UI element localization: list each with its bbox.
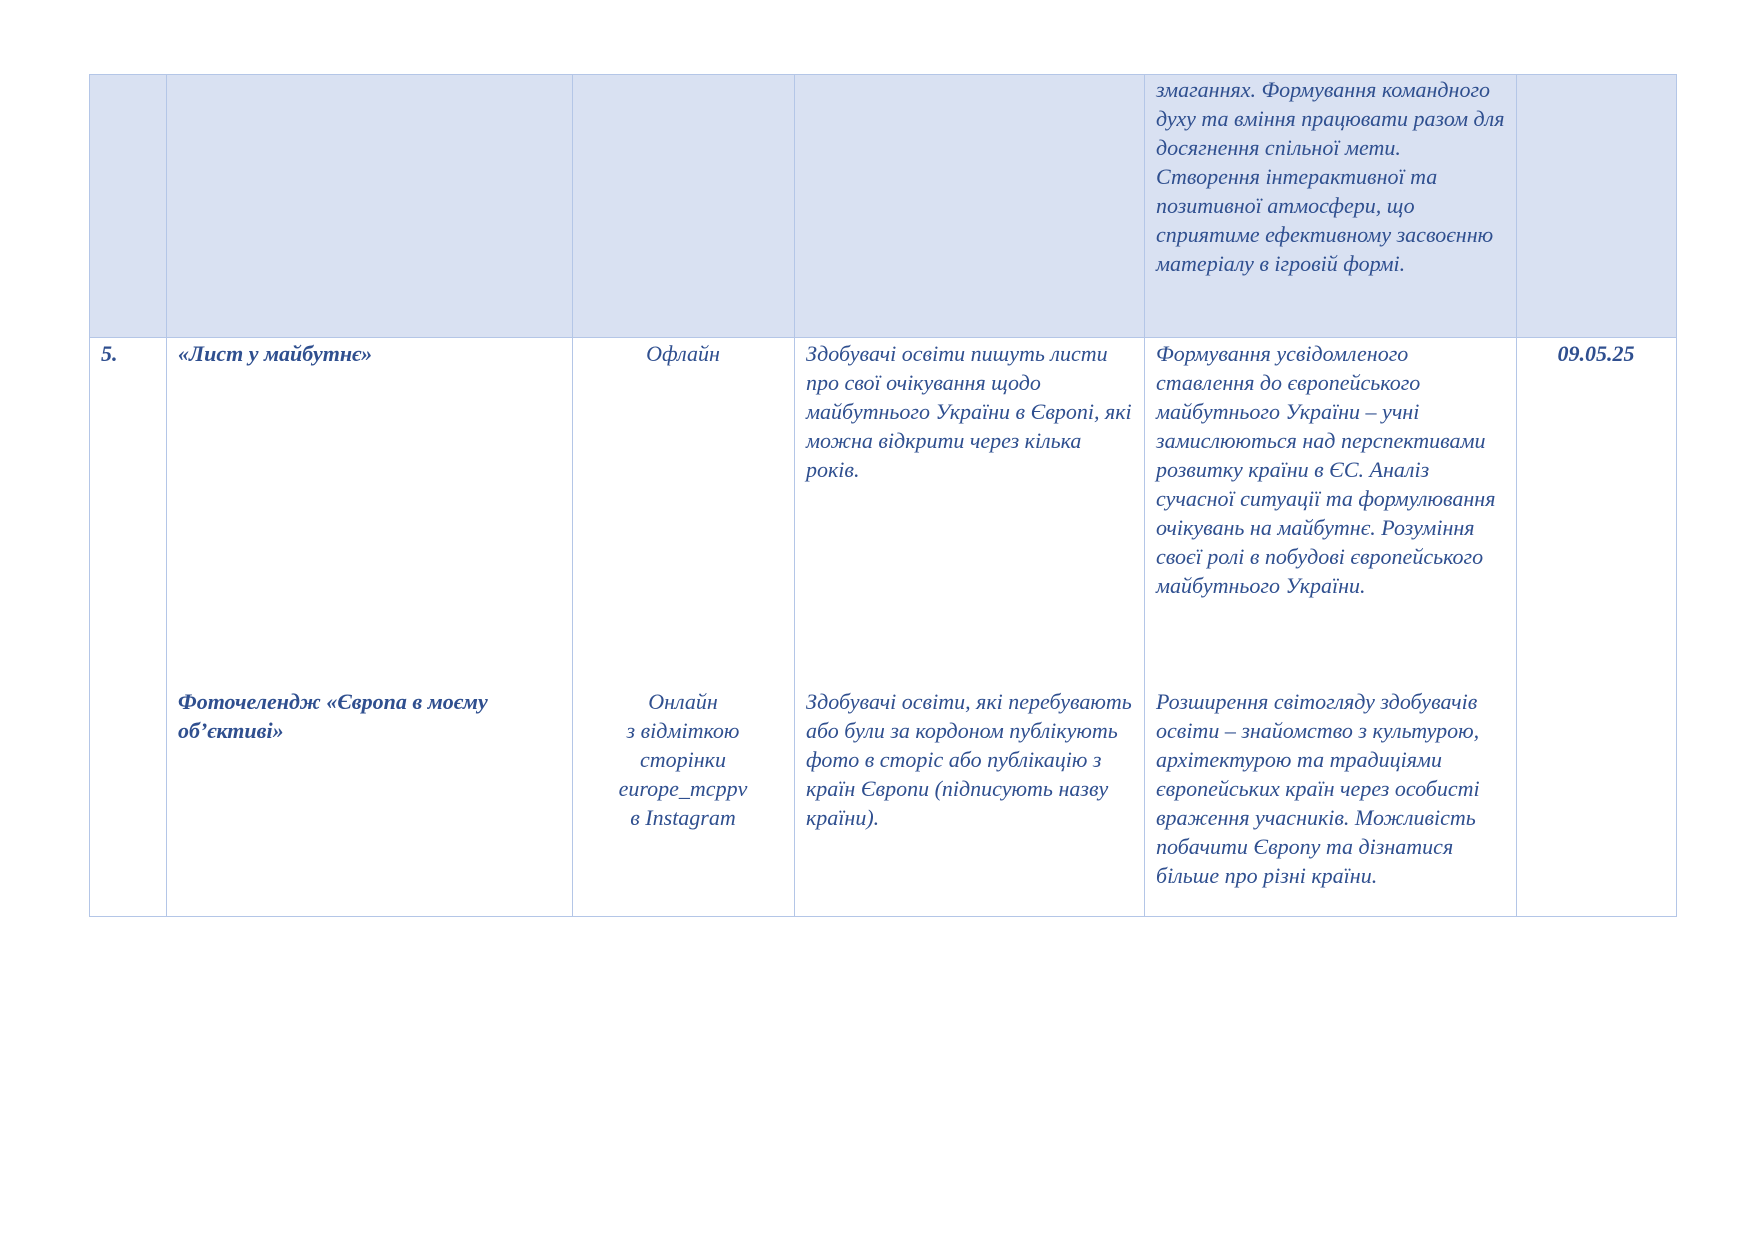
event2-title: Фоточелендж «Європа в моєму об’єктиві» — [178, 689, 488, 743]
column-divider-1 — [166, 75, 167, 916]
event2-description: Здобувачі освіти, які перебувають або були за кордоном публікують фото в сторіс або публікацію з країн Європи (підписують назву країни). — [806, 689, 1132, 830]
column-divider-2 — [572, 75, 573, 916]
column-divider-3 — [794, 75, 795, 916]
row-number: 5. — [101, 341, 118, 366]
event2-format: Онлайн з відміткою сторінки europe_mcppv в Instagram — [618, 689, 748, 830]
event1-goal: Формування усвідомленого ставлення до європейського майбутнього України – учні замислюються над перспективами розвитку країни в ЄС. Аналіз сучасної ситуації та формулювання очікувань на майбутнє. Розуміння своєї ролі в побудові європейського майбутнього України. — [1156, 341, 1496, 598]
column-divider-5 — [1516, 75, 1517, 916]
event1-title: «Лист у майбутнє» — [178, 341, 373, 366]
column-divider-4 — [1144, 75, 1145, 916]
events-table — [89, 74, 1677, 917]
event1-description: Здобувачі освіти пишуть листи про свої очікування щодо майбутнього України в Європі, які можна відкрити через кілька років. — [806, 341, 1132, 482]
continuation-goal-text: змаганнях. Формування командного духу та вміння працювати разом для досягнення спільної мети. Створення інтерактивної та позитивної атмосфери, що сприятиме ефективному засвоєнню матеріалу в ігровій формі. — [1156, 77, 1505, 276]
event2-goal: Розширення світогляду здобувачів освіти – знайомство з культурою, архітектурою та традиціями європейських країн через особисті враження учасників. Можливість побачити Європу та дізнатися більше про різні країни. — [1156, 689, 1480, 888]
event1-format: Офлайн — [646, 341, 720, 366]
event-date: 09.05.25 — [1557, 341, 1635, 366]
